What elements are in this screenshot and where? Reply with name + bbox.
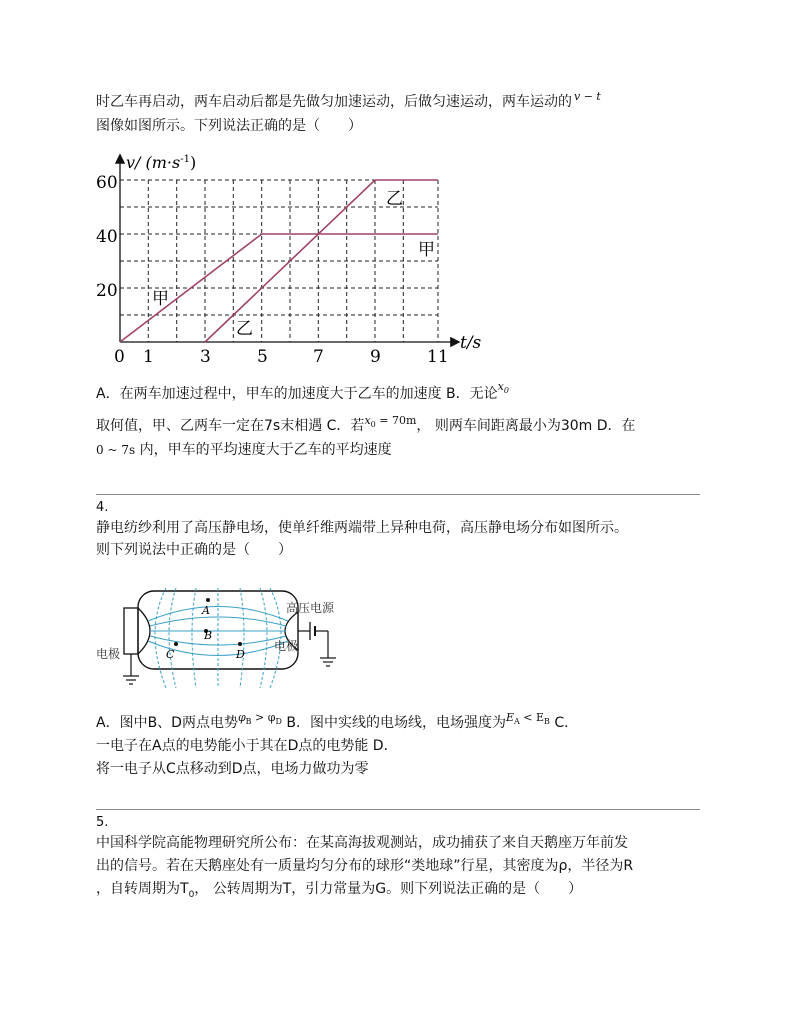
q4-left-electrode bbox=[138, 608, 150, 654]
q4-label-A: A bbox=[202, 604, 210, 617]
q4-number: 4. bbox=[96, 500, 109, 515]
q5-stem-t0: ，自转周期为T bbox=[96, 881, 189, 897]
q4-opt-e: EA < EB bbox=[505, 711, 550, 727]
q3-intro-line2: 图像如图所示。下列说法正确的是（ ） bbox=[96, 118, 362, 134]
q4-opt-b-text: B．图中实线的电场线，电场强度为 bbox=[281, 715, 506, 731]
q3-opt-x0-eq: x0 = 70m bbox=[364, 414, 417, 430]
q4-left-electrode-plate bbox=[124, 608, 138, 654]
q3-options-line3 bbox=[96, 440, 392, 460]
q3-label-jia: 甲 bbox=[152, 289, 169, 309]
q3-intro-vt: v − t bbox=[574, 90, 601, 103]
q5-number: 5. bbox=[96, 815, 109, 830]
separator-1 bbox=[96, 494, 700, 495]
q3-y-axis-label: v/ $(m\cdot s^{-1})$ bbox=[126, 153, 197, 172]
q3-x-tick-11: 11 bbox=[427, 347, 449, 367]
q4-label-C: C bbox=[166, 648, 175, 661]
q3-opt-range: 0 ~ 7s bbox=[96, 443, 136, 457]
q3-x-tick-7: 7 bbox=[313, 347, 324, 367]
q4-opt-a-text: A．图中B、D两点电势 bbox=[96, 715, 238, 731]
q4-opt-phi: φB > φD bbox=[237, 711, 282, 727]
q5-stem-t0-sub: 0 bbox=[188, 889, 195, 900]
q4-field-figure bbox=[96, 588, 366, 692]
q4-point-D bbox=[238, 642, 242, 646]
q3-opt-d-start: D．在 bbox=[592, 418, 636, 434]
q4-label-electrode-right: 电极 bbox=[274, 639, 299, 653]
q4-opt-c-start: C． bbox=[549, 715, 579, 731]
q3-x-tick-5: 5 bbox=[257, 347, 268, 367]
q3-opt-b-text: 取何值，甲、乙两车一定在 bbox=[96, 418, 264, 434]
q3-options-line1 bbox=[96, 380, 509, 409]
q3-label-yi-end: 乙 bbox=[386, 189, 403, 209]
q5-stem-rest: ， 公转周期为T，引力常量为G。则下列说法正确的是（ ） bbox=[194, 881, 583, 897]
q3-y-tick-40: 40 bbox=[96, 227, 118, 247]
q3-opt-c-text: 末相遇 C．若 bbox=[280, 418, 365, 434]
q4-stem-line2: 则下列说法中正确的是（ ） bbox=[96, 542, 292, 558]
q3-y-tick-60: 60 bbox=[96, 173, 118, 193]
q3-vt-graph bbox=[96, 146, 496, 368]
q4-options-line3: 将一电子从C点移动到D点，电场力做功为零 bbox=[96, 761, 369, 777]
q3-label-jia-end: 甲 bbox=[418, 240, 435, 260]
q3-y-tick-20: 20 bbox=[96, 281, 118, 301]
q4-point-A bbox=[206, 598, 210, 602]
q3-label-yi: 乙 bbox=[236, 319, 253, 339]
q3-x-axis-label: t/s bbox=[460, 333, 482, 353]
q3-x-tick-1: 1 bbox=[143, 347, 154, 367]
q3-x-tick-0: 0 bbox=[114, 347, 125, 367]
q4-label-B: B bbox=[204, 629, 213, 642]
q4-options-line2: 一电子在A点的电势能小于其在D点的电势能 D． bbox=[96, 738, 398, 754]
q3-intro-line1 bbox=[96, 92, 601, 113]
q4-equipotential-lines bbox=[155, 588, 281, 688]
q4-point-C bbox=[174, 642, 178, 646]
q3-opt-c-text2: ， 则两车间距离最小为 bbox=[416, 418, 561, 434]
q3-line-jia bbox=[120, 234, 438, 342]
q3-opt-7s: 7s bbox=[264, 418, 281, 434]
q3-x-tick-3: 3 bbox=[200, 347, 211, 367]
q5-stem-line3 bbox=[96, 879, 582, 905]
q4-stem-line1: 静电纺纱利用了高压静电场，使单纤维两端带上异种电荷，高压静电场分布如图所示。 bbox=[96, 520, 628, 536]
q3-opt-30m: 30m bbox=[560, 418, 593, 434]
q3-opt-d-text: 内，甲车的平均速度大于乙车的平均速度 bbox=[135, 442, 392, 458]
q4-label-electrode-left: 电极 bbox=[96, 647, 121, 661]
q4-label-D: D bbox=[236, 648, 245, 661]
q3-x-tick-9: 9 bbox=[370, 347, 381, 367]
separator-2 bbox=[96, 809, 700, 810]
q3-options-line2 bbox=[96, 416, 636, 441]
q5-stem-line2: 出的信号。若在天鹅座处有一质量均匀分布的球形“类地球”行星，其密度为ρ，半径为R bbox=[96, 858, 634, 874]
q3-intro-text: 时乙车再启动，两车启动后都是先做匀加速运动，后做匀速运动，两车运动的 bbox=[96, 94, 572, 110]
q3-opt-x0: x0 bbox=[497, 380, 509, 396]
q5-stem-line1: 中国科学院高能物理研究所公布：在某高海拔观测站，成功捕获了来自天鹅座万年前发 bbox=[96, 835, 628, 851]
q4-label-power: 高压电源 bbox=[286, 601, 335, 615]
q3-opt-ab: A．在两车加速过程中，甲车的加速度大于乙车的加速度 B．无论 bbox=[96, 386, 498, 402]
q4-options-line1 bbox=[96, 713, 578, 738]
